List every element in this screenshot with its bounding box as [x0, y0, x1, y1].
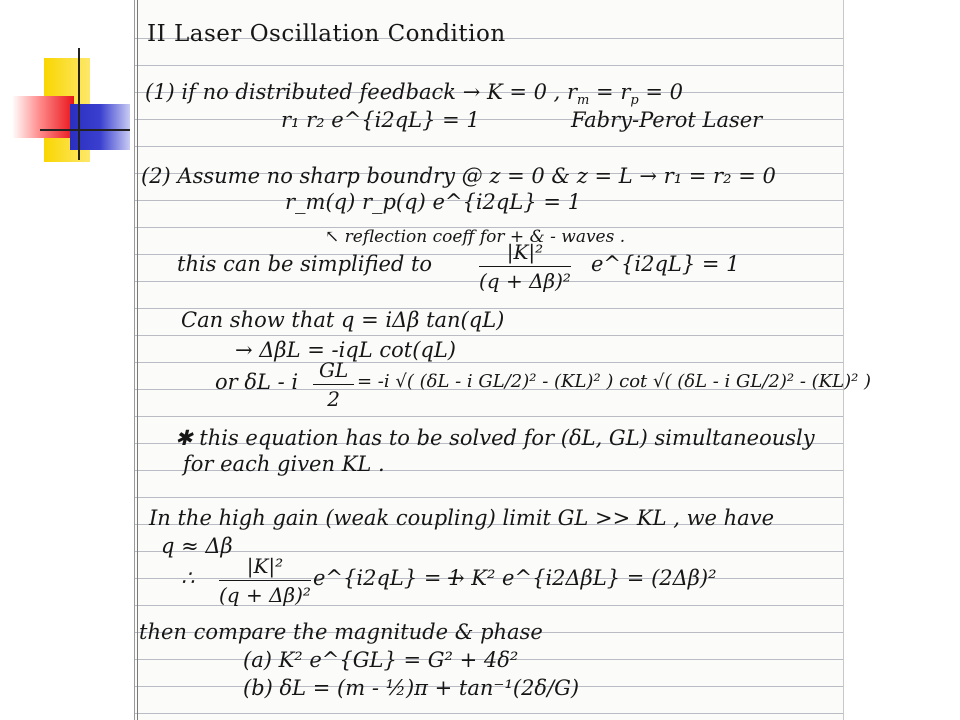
condition-b: (b) δL = (m - ½)π + tan⁻¹(2δ/G) [243, 676, 580, 700]
logo-horizontal-line [40, 129, 130, 131]
page-title: II Laser Oscillation Condition [147, 21, 506, 47]
simplified-fraction-denominator: (q + Δβ)² [479, 269, 571, 293]
fabry-perot-label: Fabry-Perot Laser [571, 108, 763, 132]
simplified-suffix: e^{i2qL} = 1 [591, 252, 740, 276]
logo-red-square [12, 96, 74, 138]
margin-line [137, 0, 138, 720]
section1-equation: r₁ r₂ e^{i2qL} = 1 [281, 108, 480, 132]
gl-over-2-fraction [313, 358, 354, 411]
slide-logo [0, 0, 135, 170]
section1-rp-subscript: p [630, 93, 639, 109]
high-gain-fraction [219, 554, 311, 607]
high-gain-denominator: (q + Δβ)² [219, 583, 311, 607]
therefore-symbol: ∴ [181, 566, 195, 590]
q-approx-line: q ≈ Δβ [161, 534, 233, 558]
simplified-fraction-numerator: |K|² [479, 240, 571, 267]
star-note-line2: for each given KL . [183, 452, 385, 476]
delta-beta-line: → ΔβL = -iqL cot(qL) [235, 338, 456, 362]
gl-numerator: GL [313, 358, 354, 385]
section2-equation: r_m(q) r_p(q) e^{i2qL} = 1 [285, 190, 581, 214]
compare-line: then compare the magnitude & phase [139, 620, 543, 644]
can-show-line: Can show that q = iΔβ tan(qL) [181, 308, 505, 332]
section1-line1-text-e: = 0 [638, 80, 684, 104]
high-gain-numerator: |K|² [219, 554, 311, 581]
condition-a: (a) K² e^{GL} = G² + 4δ² [243, 648, 519, 672]
section1-line1-text-c: = r [589, 80, 631, 104]
section1-rm-subscript: m [577, 93, 590, 109]
or-line-rest: = -i √( (δL - i GL/2)² - (KL)² ) cot √( (δL - i GL/2)² - (KL)² ) [357, 371, 872, 392]
high-gain-line: In the high gain (weak coupling) limit GL >> KL , we have [149, 506, 774, 530]
high-gain-eq1: e^{i2qL} = 1 [313, 566, 462, 590]
or-line-prefix: or δL - i [215, 370, 299, 394]
high-gain-eq2: → K² e^{i2ΔβL} = (2Δβ)² [447, 566, 717, 590]
section1-line1-text: (1) if no distributed feedback → K = 0 , r [145, 80, 578, 104]
gl-denominator: 2 [327, 387, 340, 411]
section2-line1: (2) Assume no sharp boundry @ z = 0 & z = L → r₁ = r₂ = 0 [141, 164, 776, 188]
star-note-line1: ✱ this equation has to be solved for (δL, GL) simultaneously [175, 426, 815, 450]
logo-vertical-line [78, 48, 80, 160]
notebook-page [134, 0, 872, 720]
simplified-prefix: this can be simplified to [177, 252, 433, 276]
reflection-coeff-note: ↖ reflection coeff for + & - waves . [325, 227, 626, 247]
simplified-fraction [479, 240, 571, 293]
